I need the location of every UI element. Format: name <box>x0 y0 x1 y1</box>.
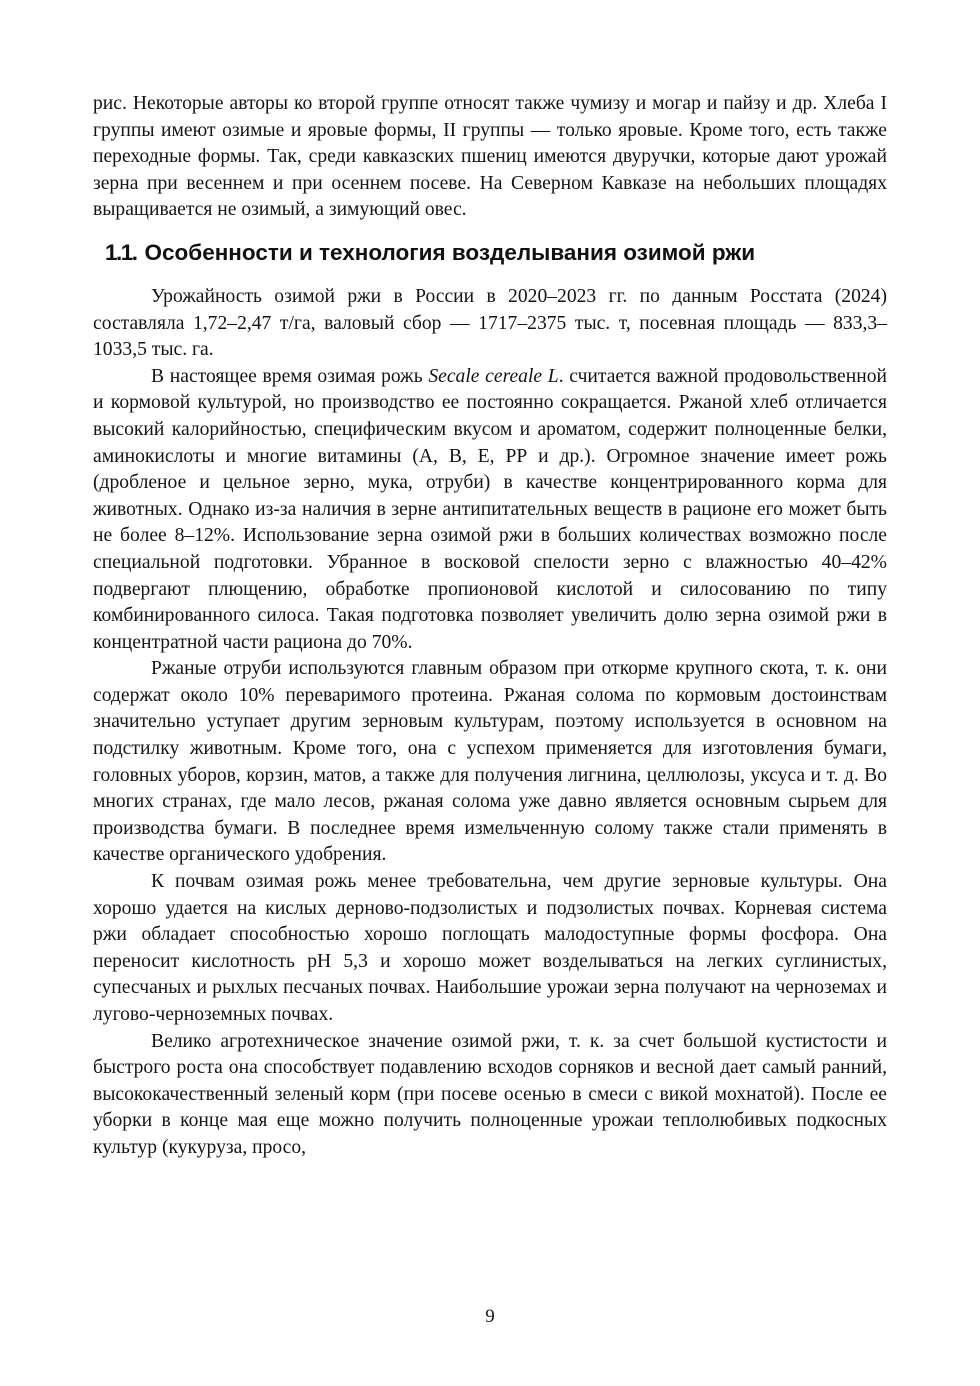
paragraph-yield-statistics: Урожайность озимой ржи в России в 2020–2023 гг. по данным Росстата (2024) составляла 1,72–2,47 т/га, валовый сбор — 1717–2375 тыс. т, посевная площадь — 833,3–1033,5 тыс. га. <box>93 285 887 361</box>
section-title: Особенности и технология возделывания озимой ржи <box>144 239 756 265</box>
paragraph-importance-lead: В настоящее время озимая рожь <box>151 365 429 387</box>
paragraph-agrotechnical-value: Велико агротехническое значение озимой ржи, т. к. за счет большой кустистости и быстрого роста она способствует подавлению всходов сорняков и весной дает самый ранний, высококачественный зеленый корм (при посеве осенью в смеси с викой мохнатой). После ее уборки в конце мая еще можно получить полноценные урожаи теплолюбивых подкосных культур (кукуруза, просо, <box>93 1030 887 1158</box>
section-heading <box>105 239 887 267</box>
paragraph-importance-rest: . считается важной продовольственной и кормовой культурой, но производство ее постоянно сокращается. Ржаной хлеб отличается высокий калорийностью, специфическим вкусом и ароматом, содержит полноценные белки, аминокислоты и многие витамины (А, В, Е, РР и др.). Огромное значение имеет рожь (дробленое и цельное зерно, мука, отруби) в качестве концентрированного корма для животных. Однако из-за наличия в зерне антипитательных веществ в рационе его может быть не более 8–12%. Использование зерна озимой ржи в больших количествах возможно после специальной подготовки. Убранное в восковой спелости зерно с влажностью 40–42% подвергают плющению, обработке пропионовой кислотой и силосованию по типу комбинированного силоса. Такая подготовка позволяет увеличить долю зерна озимой ржи в концентратной части рациона до 70%. <box>93 365 887 653</box>
paragraph-bran-and-straw: Ржаные отруби используются главным образом при откорме крупного скота, т. к. они содержат около 10% переваримого протеина. Ржаная солома по кормовым достоинствам значительно уступает другим зерновым культурам, поэтому используется в основном на подстилку животным. Кроме того, она с успехом применяется для изготовления бумаги, головных уборов, корзин, матов, а также для получения лигнина, целлюлозы, уксуса и т. д. Во многих странах, где мало лесов, ржаная солома уже давно является основным сырьем для производства бумаги. В последнее время измельченную солому также стали применять в качестве органического удобрения. <box>93 658 887 866</box>
intro-paragraph: рис. Некоторые авторы ко второй группе относят также чумизу и могар и пайзу и др. Хлеба I группы имеют озимые и яровые формы, II группы — только яровые. Кроме того, есть также переходные формы. Так, среди кавказских пшениц имеются двуручки, которые дают урожай зерна при весеннем и при осеннем посеве. На Северном Кавказе на небольших площадях выращивается не озимый, а зимующий овес. <box>93 93 887 221</box>
page-number: 9 <box>485 1306 495 1327</box>
paragraph-importance <box>93 364 887 657</box>
section-number: 1.1. <box>105 239 137 265</box>
latin-name: Secale cereale L <box>428 365 559 387</box>
text-column <box>93 91 887 1162</box>
paragraph-soils: К почвам озимая рожь менее требовательна, чем другие зерновые культуры. Она хорошо удается на кислых дерново-подзолистых и подзолистых почвах. Корневая система ржи обладает способностью хорошо поглощать малодоступные формы фосфора. Она переносит кислотность pH 5,3 и хорошо может возделываться на легких суглинистых, супесчаных и рыхлых песчаных почвах. Наибольшие урожаи зерна получают на черноземах и лугово-черноземных почвах. <box>93 871 887 1025</box>
